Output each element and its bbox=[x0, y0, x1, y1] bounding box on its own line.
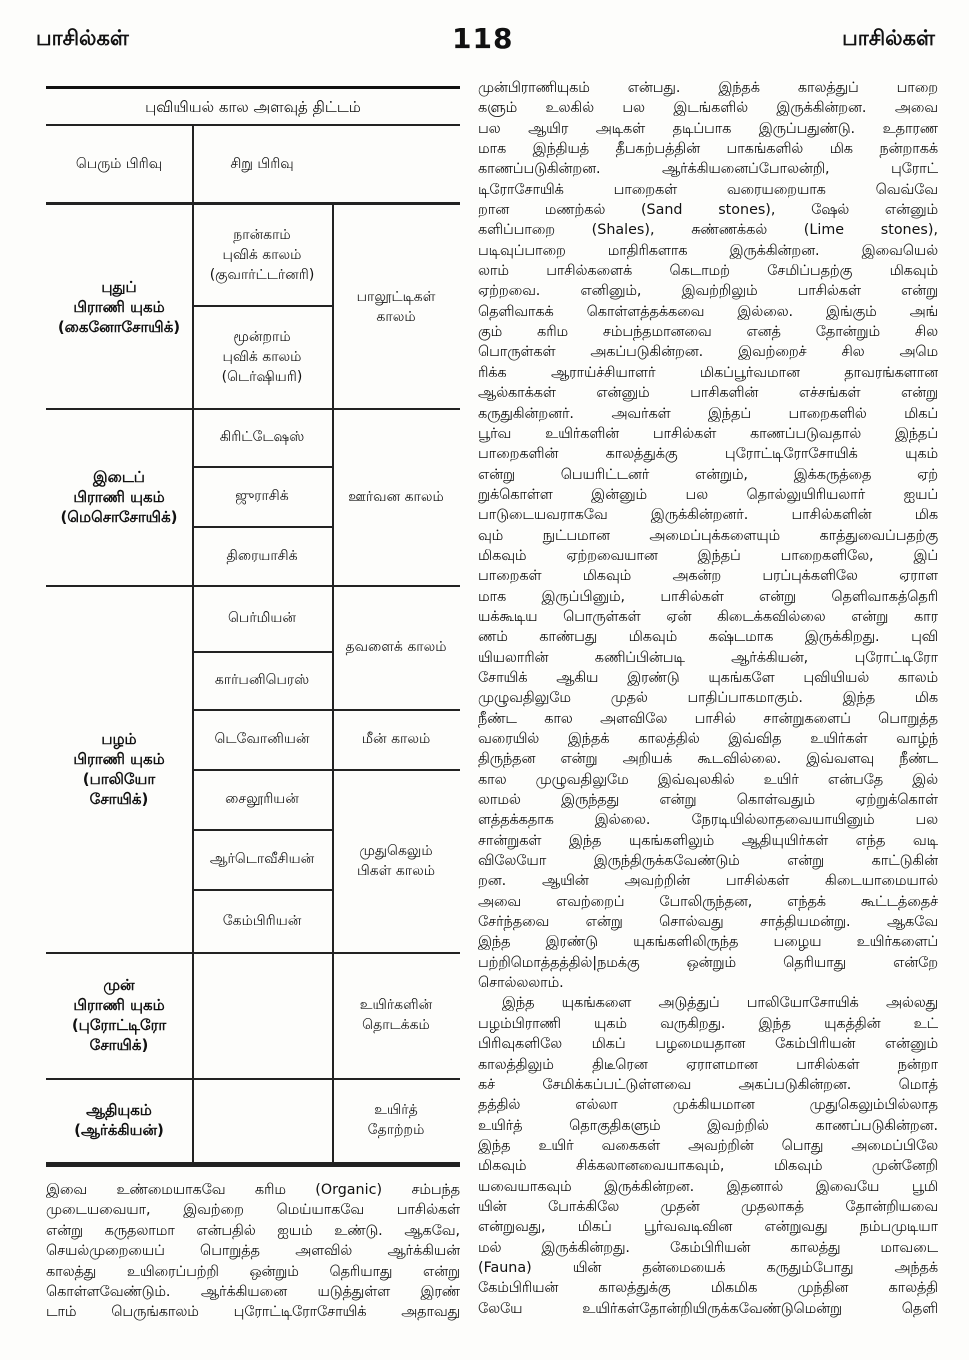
text-line: களும் உலகில் பல இடங்களில் இருக்கின்றன. அவை bbox=[478, 100, 938, 117]
text-line: என்று பெயரிட்டனர் என்றும், இக்கருத்தை ஏற் bbox=[478, 466, 938, 483]
period-name: சைலூரியன் bbox=[225, 791, 299, 807]
text-line: வும் நுட்பமான அமைப்புக்களையும் காத்துவைப்பதற்கு bbox=[478, 527, 938, 544]
text-line: இந்த யுகங்களை அடுத்துப் பாலியோசோயிக் அல்லது bbox=[502, 995, 938, 1012]
footnote-text bbox=[46, 1180, 460, 1323]
header-major-division: பெரும் பிரிவு bbox=[75, 156, 163, 172]
text-line: வரையில் இந்தக் காலத்தில் இவ்வித உயிர்கள் வாழ்ந் bbox=[478, 731, 938, 747]
text-line: தெளிவாகக் கொள்ளத்தக்கவை இல்லை. இங்கும் அங் bbox=[478, 303, 938, 320]
text-line: பூர்வ உயிர்களின் பாசில்கள் காணப்படுவதால் இந்தப் bbox=[478, 425, 938, 442]
text-line: றன. ஆயின் அவற்றின் பாசில்கள் கிடையாமையால் bbox=[478, 873, 938, 890]
footnote-line: காலத்து உயிரைப்பற்றி ஒன்றும் தெரியாது என்று bbox=[46, 1263, 460, 1280]
text-line: மாக இந்தியத் தீபகற்பத்தின் பாகங்களில் மிக நன்றாகக் bbox=[478, 141, 938, 158]
text-line: தத்தில் எல்லா முக்கியமான முதுகெலும்பில்லாத bbox=[478, 1097, 938, 1114]
text-line: ரிக்க ஆராய்ச்சியாளர் மிகப்பூர்வமான தாவரங்களான bbox=[478, 364, 938, 381]
text-line: ஏற்றவை. எனினும், இவற்றிலும் பாசில்கள் என்று bbox=[478, 283, 938, 300]
era-name: புதுப் பிராணி யுகம் (கைனோசோயிக்) bbox=[57, 277, 181, 336]
col-divider-1-3 bbox=[192, 952, 194, 1078]
table-top-rule bbox=[46, 86, 460, 89]
life-age: உயிர்களின் தொடக்கம் bbox=[359, 997, 433, 1033]
footnote-line: கொள்ளவேண்டும். ஆர்க்கியனை யடுத்துள்ள இரண் bbox=[46, 1284, 460, 1301]
page-number: 118 bbox=[452, 22, 514, 55]
text-line: (Fauna) யின் தன்மையைக் கருதும்போது அந்தக் bbox=[478, 1259, 938, 1276]
text-line: ளத்தக்கதாக இல்லை. நேரடியில்லாதவையாயினும் பல bbox=[478, 812, 938, 829]
footnote-line: இவை உண்மையாகவே கரிம (Organic) சம்பந்த bbox=[46, 1182, 460, 1198]
text-line: சோயிக் ஆகிய இரண்டு யுகங்களே புவியியல் காலம் bbox=[478, 669, 938, 686]
life-age: மீன் காலம் bbox=[361, 731, 431, 747]
text-line: லேயே உயிர்கள்தோன்றியிருக்கவேண்டுமென்று தெளி bbox=[478, 1300, 938, 1317]
text-line: யின் போக்கிலே முதன் முதலாகத் தோன்றியவை bbox=[478, 1198, 938, 1215]
text-line: யக்கூடிய பொருள்கள் ஏன் கிடைக்கவில்லை என்று கார bbox=[478, 608, 938, 625]
text-line: படிவுப்பாறை மாதிரிகளாக இருக்கின்றன. இவையெல் bbox=[478, 242, 938, 259]
text-line: இந்த உயிர் வகைகள் அவற்றின் பொது அமைப்பிலே bbox=[478, 1137, 938, 1154]
text-line: கச் சேமிக்கப்பட்டுள்ளவை அகப்படுகின்றன. மொத் bbox=[478, 1076, 938, 1093]
running-head-right: பாசில்கள் bbox=[842, 26, 935, 50]
period-name: டெவோனியன் bbox=[214, 731, 310, 747]
right-column-text bbox=[478, 78, 938, 1319]
life-age: பாலூட்டிகள் காலம் bbox=[356, 288, 436, 325]
text-line: யவையாகவும் இருக்கின்றன. இதனால் இவையே பூமி bbox=[478, 1178, 938, 1195]
text-line: கேம்பிரியன் காலத்துக்கு மிகமிக முந்தின காலத்தி bbox=[478, 1280, 938, 1297]
text-line: கருதுகின்றனர். அவர்கள் இந்தப் பாறைகளில் மிகப் bbox=[478, 405, 938, 422]
era-name: இடைப் பிராணி யுகம் (மெசொசோயிக்) bbox=[60, 467, 178, 526]
text-line: சேர்ந்தவை என்று சொல்வது சாத்தியமன்று. ஆகவே bbox=[478, 914, 938, 931]
era-name: ஆதியுகம் (ஆர்க்கியன்) bbox=[74, 1101, 164, 1139]
text-line: முன்பிராணியுகம் என்பது. இந்தக் காலத்துப் பாறை bbox=[478, 80, 938, 96]
period-name: நான்காம் புவிக் காலம் (குவார்ட்டர்னரி) bbox=[209, 227, 315, 283]
text-line: காணப்படுகின்றன. ஆர்க்கியனைப்போலன்றி, புரோட் bbox=[478, 161, 938, 178]
period-name: ஆர்டொவீசியன் bbox=[209, 851, 315, 867]
period-name: கார்பனிபெரஸ் bbox=[214, 672, 310, 688]
text-line: றுக்கொள்ள இன்னும் பல தொல்லுயிரியலார் ஐயப் bbox=[478, 486, 938, 503]
period-name: ஜுராசிக் bbox=[235, 488, 289, 504]
text-line: பழம்பிராணி யுகம் வருகிறது. இந்த யுகத்தின் உட் bbox=[478, 1015, 938, 1032]
text-line: உயிர்த் தொகுதிகளும் இவற்றில் காணப்படுகின்றன. bbox=[478, 1117, 938, 1134]
text-line: என்றுவது, மிகப் பூர்வவடிவின என்றுவது நம்பமுடியா bbox=[478, 1219, 938, 1236]
footnote-line: முடையவையா, இவற்றை மெய்யாகவே பாசில்கள் bbox=[46, 1202, 460, 1219]
footnote-line: டாம் பெருங்காலம் புரோட்டிரோசோயிக் அதாவது bbox=[46, 1304, 460, 1321]
text-line: திருந்தன என்று அறியக் கூடவில்லை. இவ்வளவு நீண்ட bbox=[478, 751, 938, 768]
text-line: லாம் பாசில்களைக் கெடாமற் சேமிப்பதற்கு மிகவும் bbox=[478, 263, 938, 280]
text-line: இந்த இரண்டு யுகங்களிலிருந்த பழைய உயிர்களைப் bbox=[478, 934, 938, 951]
text-line: மாக இருப்பினும், பாசில்கள் என்று தெளிவாகத்தெரி bbox=[478, 588, 938, 605]
text-line: பாடுடையவராகவே இருக்கின்றனர். பாசில்களின் மிக bbox=[478, 507, 938, 524]
period-name: பெர்மியன் bbox=[228, 610, 296, 626]
text-line: ணம் காண்பது மிகவும் கஷ்டமாக இருக்கிறது. புவி bbox=[478, 629, 938, 646]
text-line: பாறைகளின் காலத்துக்கு புரோட்டிரோசோயிக் யுகம் bbox=[478, 446, 938, 463]
period-name: கிரிட்டேஷஸ் bbox=[219, 429, 305, 445]
text-line: பொருள்கள் அகப்படுகின்றன. இவற்றைச் சில அமெ bbox=[478, 344, 938, 361]
text-line: காலத்திலும் திடீரென ஏராளமான பாசில்கள் நன்றா bbox=[478, 1056, 938, 1073]
text-line: டிரோசோயிக் பாறைகள் வரையறையாக வெவ்வே bbox=[478, 181, 938, 198]
text-line: பல ஆயிர அடிகள் தடிப்பாக இருப்பதுண்டு. உதாரண bbox=[478, 120, 938, 137]
footnote-line: செயல்முறையைப் பொறுத்த அளவில் ஆர்க்கியன் bbox=[46, 1243, 460, 1260]
era-name: முன் பிராணி யுகம் (புரோட்டிரோ சோயிக்) bbox=[71, 976, 167, 1054]
text-line: மல் இருக்கின்றது. கேம்பிரியன் காலத்து மாவடை bbox=[478, 1239, 938, 1256]
text-line: பற்றிமொத்தத்தில்|நமக்கு ஒன்றும் தெரியாது என்றே bbox=[478, 954, 938, 971]
life-age: ஊர்வன காலம் bbox=[348, 488, 444, 505]
text-line: மிகவும் சிக்கலானவையாகவும், மிகவும் முன்னேறி bbox=[478, 1158, 938, 1175]
table-title: புவியியல் கால அளவுத் திட்டம் bbox=[145, 98, 361, 116]
text-line: மிகவும் ஏற்றவையான இந்தப் பாறைகளிலே, இப் bbox=[478, 547, 938, 564]
text-line: சான்றுகள் இந்த யுகங்களிலும் ஆதியுயிர்கள் எந்த வடி bbox=[478, 832, 938, 849]
text-line: யியலாரின் கணிப்பின்படி ஆர்க்கியன், புரோட்டிரோ bbox=[478, 649, 938, 666]
life-age: முதுகெலும் பிகள் காலம் bbox=[357, 842, 435, 879]
text-line: முழுவதிலுமே முதல் பாதிப்பாகமாகும். இந்த மிக bbox=[478, 690, 938, 707]
era-name: பழம் பிராணி யுகம் (பாலியோ சோயிக்) bbox=[73, 729, 165, 808]
header-minor-division: சிறு பிரிவு bbox=[230, 156, 294, 172]
text-line: லாமல் இருந்தது என்று கொள்வதும் ஏற்றுக்கொள் bbox=[478, 792, 938, 809]
period-name: கேம்பிரியன் bbox=[222, 912, 302, 929]
footnote-line: என்று கருதலாமா என்பதில் ஐயம் உண்டு. ஆகவே, bbox=[46, 1222, 460, 1239]
text-line: ஆல்காக்கள் என்னும் பாசிகளின் எச்சங்கள் என்று bbox=[478, 385, 938, 402]
text-line: றான மணற்கல் (Sand stones), ஷேல் என்னும் bbox=[478, 202, 938, 219]
text-line: பிரிவுகளிலே மிகப் பழமையதான கேம்பிரியன் என்னும் bbox=[478, 1036, 938, 1053]
text-line: பாறைகள் மிகவும் அகன்ற பரப்புக்களிலே ஏராள bbox=[478, 568, 938, 585]
period-name: திரையாசிக் bbox=[226, 547, 298, 564]
text-line: களிப்பாறை (Shales), சுண்ணக்கல் (Lime stones), bbox=[478, 222, 938, 239]
text-line: நீண்ட கால அளவிலே பாசில் சான்றுகளைப் பொறுத்த bbox=[478, 710, 938, 727]
text-line: சொல்லலாம். bbox=[478, 975, 564, 992]
col-divider-1-4 bbox=[192, 1078, 194, 1162]
life-age: உயிர்த் தோற்றம் bbox=[367, 1102, 425, 1138]
running-head-left: பாசில்கள் bbox=[36, 26, 129, 50]
table-bottom-rule bbox=[46, 1164, 460, 1167]
life-age: தவளைக் காலம் bbox=[345, 639, 447, 655]
text-line: கால முழுவதிலுமே இவ்வுலகில் உயிர் என்பதே இல் bbox=[478, 771, 938, 788]
text-line: அவை எவற்றைப் போலிருந்தன, எந்தக் கூட்டத்தைச் bbox=[478, 893, 938, 910]
text-line: கும் கரிம சம்பந்தமானவை எனத் தோன்றும் சில bbox=[478, 324, 938, 341]
text-line: விலேயோ இருந்திருக்கவேண்டும் என்று காட்டுகின் bbox=[478, 853, 938, 870]
period-name: மூன்றாம் புவிக் காலம் (டெர்ஷியரி) bbox=[221, 328, 303, 385]
